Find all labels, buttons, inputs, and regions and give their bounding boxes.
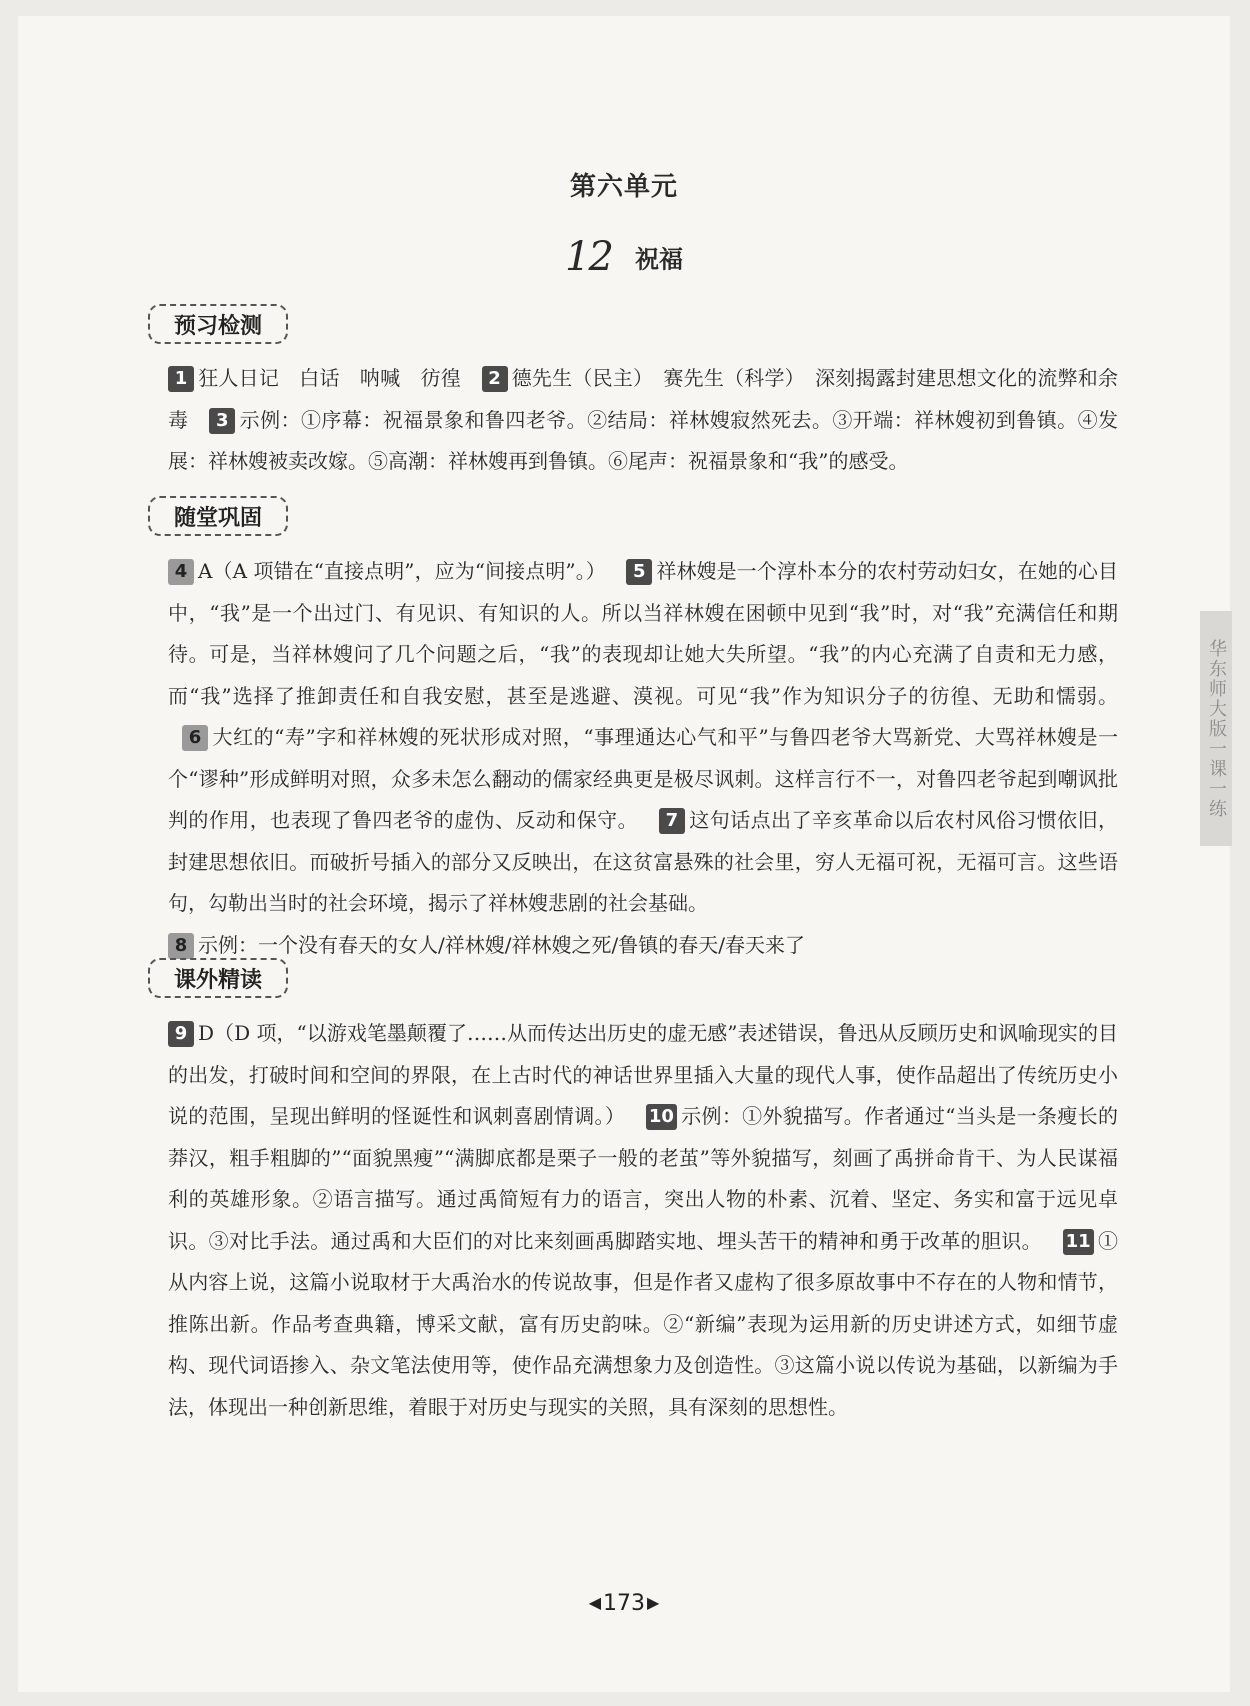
- question-number-5: 5: [626, 559, 652, 585]
- lesson-number: 12: [565, 234, 612, 280]
- page: [18, 16, 1230, 1692]
- section-classwork-title: 随堂巩固: [148, 496, 288, 536]
- answer-2: 德先生（民主） 赛先生（科学） 深刻揭露封建思想文化的流弊和余毒: [168, 366, 1119, 432]
- question-number-6: 6: [182, 725, 208, 751]
- answer-3: 示例：①序幕：祝福景象和鲁四老爷。②结局：祥林嫂寂然死去。③开端：祥林嫂初到鲁镇。④发展：祥林嫂被卖改嫁。⑤高潮：祥林嫂再到鲁镇。⑥尾声：祝福景象和“我”的感受。: [168, 407, 1119, 473]
- lesson-heading: [18, 234, 1230, 280]
- section-extended-reading-answers: [168, 1013, 1118, 1428]
- question-number-8: 8: [168, 933, 194, 959]
- triangle-left-icon: ◀: [588, 1593, 601, 1612]
- section-preview-title: 预习检测: [148, 304, 288, 344]
- answer-9: D（D 项，“以游戏笔墨颠覆了……从而传达出历史的虚无感”表述错误，鲁迅从反顾历史和讽喻现实的目的出发，打破时间和空间的界限，在上古时代的神话世界里插入大量的现代人事，使作品超出了传统历史小说的范围，呈现出鲜明的怪诞性和讽刺喜剧情调。）: [168, 1021, 1118, 1128]
- lesson-name: 祝福: [635, 245, 683, 274]
- unit-title: 第六单元: [569, 172, 678, 202]
- section-preview-answers: [168, 358, 1118, 483]
- answer-5: 祥林嫂是一个淳朴本分的农村劳动妇女，在她的心目中，“我”是一个出过门、有见识、有知识的人。所以当祥林嫂在困顿中见到“我”时，对“我”充满信任和期待。可是，当祥林嫂问了几个问题之后，“我”的表现却让她大失所望。“我”的内心充满了自责和无力感，而“我”选择了推卸责任和自我安慰，甚至是逃避、漠视。可见“我”作为知识分子的彷徨、无助和懦弱。: [168, 559, 1119, 708]
- triangle-right-icon: ▶: [647, 1593, 660, 1612]
- section-classwork-answers: [168, 551, 1118, 966]
- answer-1: 狂人日记 白话 呐喊 彷徨: [198, 366, 461, 390]
- page-number: [18, 1591, 1230, 1616]
- answer-7: 这句话点出了辛亥革命以后农村风俗习惯依旧，封建思想依旧。而破折号插入的部分又反映出，在这贫富悬殊的社会里，穷人无福可祝，无福可言。这些语句，勾勒出当时的社会环境，揭示了祥林嫂悲剧的社会基础。: [168, 808, 1119, 915]
- question-number-11: 11: [1063, 1229, 1094, 1255]
- question-number-3: 3: [209, 408, 235, 434]
- answer-8: 示例：一个没有春天的女人/祥林嫂/祥林嫂之死/鲁镇的春天/春天来了: [198, 932, 805, 957]
- question-number-2: 2: [482, 366, 508, 392]
- side-tab-series-label: 华东师大版一课一练: [1200, 611, 1232, 846]
- page-number-value: 173: [603, 1591, 645, 1616]
- answer-4: A（A 项错在“直接点明”，应为“间接点明”。）: [198, 559, 606, 583]
- answer-6: 大红的“寿”字和祥林嫂的死状形成对照，“事理通达心气和平”与鲁四老爷大骂新党、大骂祥林嫂是一个“谬种”形成鲜明对照，众多未怎么翻动的儒家经典更是极尽讽刺。这样言行不一，对鲁四老爷起到嘲讽批判的作用，也表现了鲁四老爷的虚伪、反动和保守。: [168, 725, 1118, 832]
- answer-10: 示例：①外貌描写。作者通过“当头是一条瘦长的莽汉，粗手粗脚的”“面貌黑瘦”“满脚底都是栗子一般的老茧”等外貌描写，刻画了禹拼命肯干、为人民谋福利的英雄形象。②语言描写。通过禹简短有力的语言，突出人物的朴素、沉着、坚定、务实和富于远见卓识。③对比手法。通过禹和大臣们的对比来刻画禹脚踏实地、埋头苦干的精神和勇于改革的胆识。: [168, 1104, 1118, 1253]
- question-number-9: 9: [168, 1021, 194, 1047]
- section-extended-reading-title: 课外精读: [148, 958, 288, 998]
- question-number-10: 10: [646, 1104, 677, 1130]
- question-number-4: 4: [168, 559, 194, 585]
- answer-11: ①从内容上说，这篇小说取材于大禹治水的传说故事，但是作者又虚构了很多原故事中不存在的人物和情节，推陈出新。作品考查典籍，博采文献，富有历史韵味。②“新编”表现为运用新的历史讲述方式，如细节虚构、现代词语掺入、杂文笔法使用等，使作品充满想象力及创造性。③这篇小说以传说为基础，以新编为手法，体现出一种创新思维，着眼于对历史与现实的关照，具有深刻的思想性。: [168, 1228, 1119, 1419]
- question-number-7: 7: [659, 808, 685, 834]
- question-number-1: 1: [168, 366, 194, 392]
